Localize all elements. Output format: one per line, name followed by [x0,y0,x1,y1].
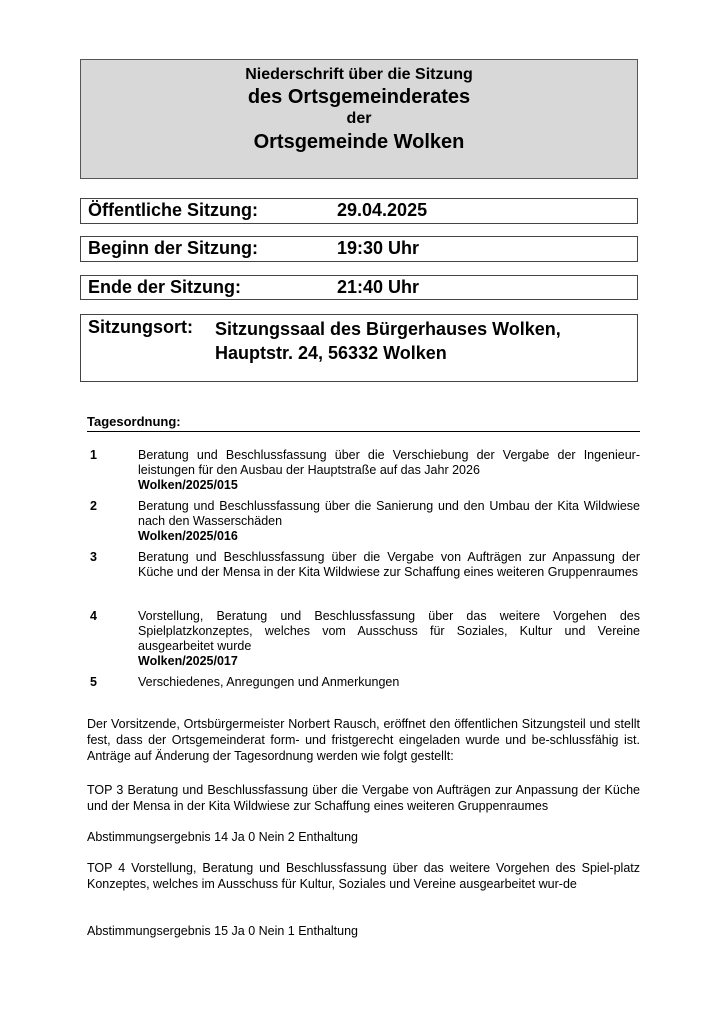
session-place-line-1: Sitzungssaal des Bürgerhauses Wolken, [215,319,561,339]
opening-paragraph: Der Vorsitzende, Ortsbürgermeister Norbert Rausch, eröffnet den öffentlichen Sitzungsteil und stellt fest, dass der Ortsgemeinderat form- und fristgerecht eingeladen wurde und be-schlussfähig ist. Anträge auf Änderung der Tagesordnung werden wie folgt gestellt: [87,717,640,763]
title-line-3: der [346,110,372,127]
session-end-box [80,275,638,300]
agenda-item-4 [87,609,640,669]
public-session-date: 29.04.2025 [337,200,428,220]
agenda-item-text: Beratung und Beschlussfassung über die Verschiebung der Vergabe der Ingenieur-leistungen für den Ausbau der Hauptstraße auf das Jahr 2026 [138,448,640,477]
session-place-value [215,317,561,365]
public-session-label: Öffentliche Sitzung: [88,200,258,220]
agenda-item-text: Beratung und Beschlussfassung über die Vergabe von Aufträgen zur Anpassung der Küche und der Mensa in der Kita Wildwiese zur Schaffung eines weiteren Gruppenraumes [138,550,640,579]
session-begin-time: 19:30 Uhr [337,238,420,258]
agenda-item-5 [87,675,640,690]
public-session-box [80,198,638,224]
top4-vote-result: Abstimmungsergebnis 15 Ja 0 Nein 1 Enthaltung [87,924,358,938]
session-end-label: Ende der Sitzung: [88,277,241,297]
title-line-1: Niederschrift über die Sitzung [245,66,473,83]
agenda-item-number: 5 [90,675,97,689]
session-place-box [80,314,638,382]
session-place-label: Sitzungsort: [88,317,193,337]
session-place-line-2: Hauptstr. 24, 56332 Wolken [215,343,447,363]
session-end-time: 21:40 Uhr [337,277,420,297]
agenda-item-text: Verschiedenes, Anregungen und Anmerkungen [138,675,400,689]
agenda-item-3 [87,550,640,595]
session-begin-label: Beginn der Sitzung: [88,238,258,258]
agenda-item-number: 2 [90,499,97,513]
agenda-item-number: 1 [90,448,97,462]
title-line-4: Ortsgemeinde Wolken [253,131,465,153]
agenda-item-number: 3 [90,550,97,564]
agenda-item-2 [87,499,640,544]
agenda-item-spacer [138,580,640,595]
agenda-item-text: Beratung und Beschlussfassung über die Sanierung und den Umbau der Kita Wildwiese nach den Wasserschäden [138,499,640,528]
agenda-item-text: Vorstellung, Beratung und Beschlussfassung über das weitere Vorgehen des Spielplatzkonzeptes, welches vom Ausschuss für Soziales, Kultur und Vereine ausgearbeitet wurde [138,609,640,653]
agenda-heading: Tagesordnung: [87,414,640,432]
agenda-item-ref: Wolken/2025/015 [138,478,238,492]
top3-paragraph: TOP 3 Beratung und Beschlussfassung über die Vergabe von Aufträgen zur Anpassung der Küche und der Mensa in der Kita Wildwiese zur Schaffung eines weiteren Gruppenraumes [87,783,640,813]
agenda-list [87,448,640,696]
agenda-item-1 [87,448,640,493]
session-begin-box [80,236,638,262]
top4-paragraph: TOP 4 Vorstellung, Beratung und Beschlussfassung über das weitere Vorgehen des Spiel-platz Konzeptes, welches im Ausschuss für Kultur, Soziales und Vereine ausgearbeitet wur-de [87,861,640,891]
title-line-2: des Ortsgemeinderates [247,86,471,108]
agenda-item-ref: Wolken/2025/016 [138,529,238,543]
top3-vote-result: Abstimmungsergebnis 14 Ja 0 Nein 2 Enthaltung [87,830,358,844]
agenda-item-ref: Wolken/2025/017 [138,654,238,668]
agenda-item-number: 4 [90,609,97,623]
document-title-box [80,59,638,179]
